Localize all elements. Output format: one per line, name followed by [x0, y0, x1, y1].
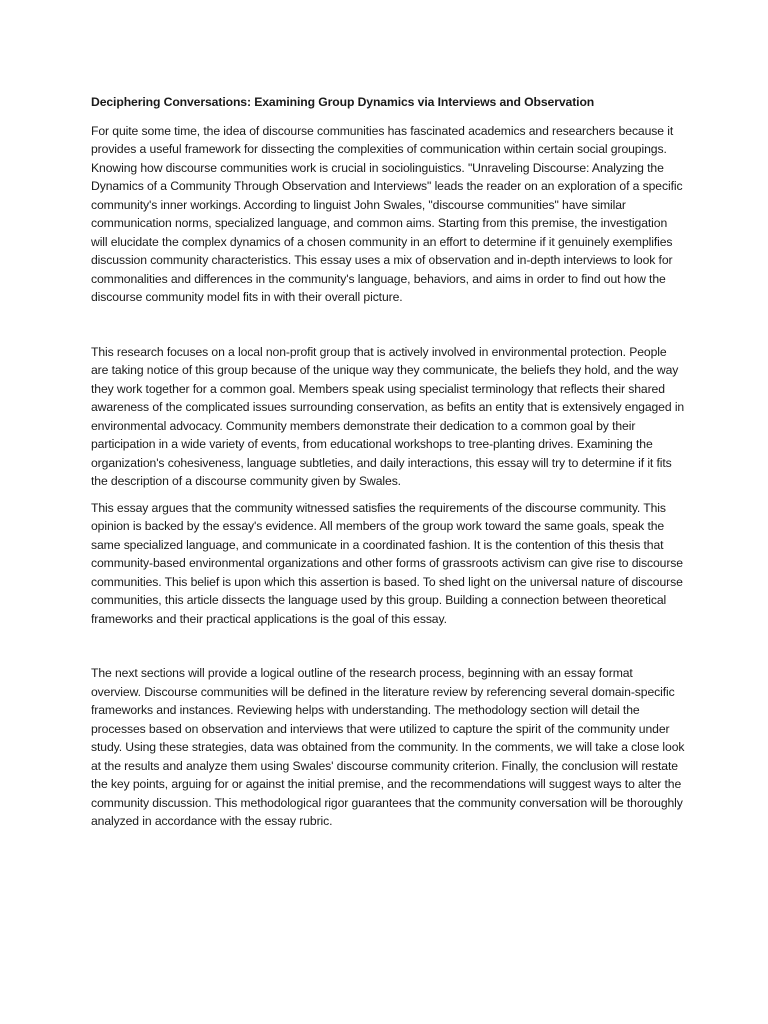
document-title: Deciphering Conversations: Examining Group Dynamics via Interviews and Observation: [91, 95, 595, 109]
document-body: [91, 93, 685, 839]
paragraph-introduction: For quite some time, the idea of discourse communities has fascinated academics and researchers because it provides a useful framework for dissecting the complexities of communication within certain social groupings. Knowing how discourse communities work is crucial in sociolinguistics. "Unraveling Discourse: Analyzing the Dynamics of a Community Through Observation and Interviews" leads the reader on an exploration of a specific community's inner workings. According to linguist John Swales, "discourse communities" have similar communication norms, specialized language, and common aims. Starting from this premise, the investigation will elucidate the complex dynamics of a chosen community in an effort to determine if it genuinely exemplifies discussion community characteristics. This essay uses a mix of observation and in-depth interviews to look for commonalities and differences in the community's language, behaviors, and aims in order to find out how the discourse community model fits in with their overall picture.: [91, 123, 683, 304]
paragraph-research-focus: This research focuses on a local non-profit group that is actively involved in environmental protection. People are taking notice of this group because of the unique way they communicate, the beliefs they hold, and the way they work together for a common goal. Members speak using specialist terminology that reflects their shared awareness of the complicated issues surrounding conservation, as befits an entity that is extensively engaged in environmental advocacy. Community members demonstrate their dedication to a common goal by their participation in a wide variety of events, from educational workshops to tree-planting drives. Examining the organization's cohesiveness, language subtleties, and daily interactions, this essay will try to determine if it fits the description of a discourse community given by Swales.: [91, 344, 685, 488]
paragraph-thesis: This essay argues that the community witnessed satisfies the requirements of the discourse community. This opinion is backed by the essay's evidence. All members of the group work toward the same goals, speak the same specialized language, and communicate in a coordinated fashion. It is the contention of this thesis that community-based environmental organizations and other forms of grassroots activism can give rise to discourse communities. This belief is upon which this assertion is based. To shed light on the universal nature of discourse communities, this article dissects the language used by this group. Building a connection between theoretical frameworks and their practical applications is the goal of this essay.: [91, 500, 683, 626]
paragraph-outline: The next sections will provide a logical outline of the research process, beginning with an essay format overview. Discourse communities will be defined in the literature review by referencing several domain-specific frameworks and instances. Reviewing helps with understanding. The methodology section will detail the processes based on observation and interviews that were utilized to capture the spirit of the community under study. Using these strategies, data was obtained from the community. In the comments, we will take a close look at the results and analyze them using Swales' discourse community criterion. Finally, the conclusion will restate the key points, arguing for or against the initial premise, and the recommendations will suggest ways to alter the community discussion. This methodological rigor guarantees that the community conversation will be thoroughly analyzed in accordance with the essay rubric.: [91, 666, 685, 828]
